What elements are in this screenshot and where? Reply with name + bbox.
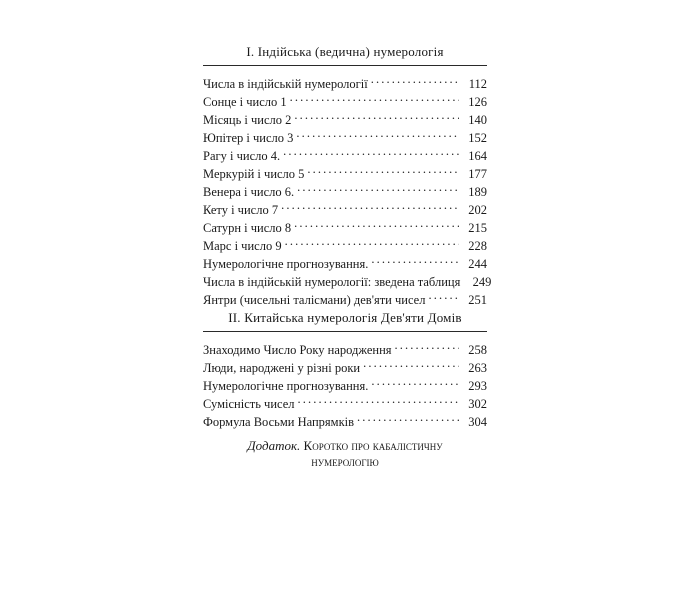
appendix-prefix: Додаток. [247,438,301,453]
section-indian-numerology [203,44,492,307]
toc-entry-page-number: 228 [468,239,487,253]
toc-entry-page-number: 258 [468,343,487,357]
toc-entry-page-number: 202 [468,203,487,217]
toc-entry [203,70,487,91]
dot-leader [371,372,459,390]
dot-leader [294,214,459,232]
dot-leader [428,286,459,304]
dot-leader [283,142,459,160]
toc-entry-label: Марс і число 9 [203,239,282,253]
toc-entry-page-number: 302 [468,397,487,411]
appendix-title [203,438,487,470]
toc-entry-label: Венера і число 6. [203,185,295,199]
appendix-line-1-text: Коротко про кабалістичну [303,438,443,453]
dot-leader [285,232,459,250]
toc-entry-page-number: 251 [468,293,487,307]
toc-entry-label: Числа в індійській нумерології: зведена таблиця [203,275,461,289]
toc-entry-label: Кету і число 7 [203,203,279,217]
toc-entry-label: Рагу і число 4. [203,149,281,163]
toc-entry-page-number: 215 [468,221,487,235]
toc-entry-label: Меркурій і число 5 [203,167,305,181]
dot-leader [357,408,459,426]
dot-leader [296,124,459,142]
toc-entry-page-number: 249 [472,275,492,289]
toc-entry-label: Сонце і число 1 [203,95,287,109]
toc-entry-label: Юпітер і число 3 [203,131,294,145]
dot-leader [298,390,459,408]
dot-leader [395,336,459,354]
dot-leader [294,106,459,124]
toc-entry-label: Люди, народжені у різні роки [203,361,361,375]
dot-leader [297,178,459,196]
section-divider [203,65,487,66]
toc-entry-label: Числа в індійській нумерології [203,77,368,91]
toc-entry-page-number: 126 [468,95,487,109]
appendix-line-2: нумерологію [311,454,379,469]
toc-entry-label: Сатурн і число 8 [203,221,292,235]
toc-entry-page-number: 189 [468,185,487,199]
toc-entry-label: Формула Восьми Напрямків [203,415,355,429]
dot-leader [290,88,459,106]
toc-entry-label: Нумерологічне прогнозування. [203,379,369,393]
toc-entry-label: Знаходимо Число Року народження [203,343,392,357]
section-entries [203,336,487,429]
dot-leader [371,70,459,88]
section-title: II. Китайська нумерологія Дев'яти Домів [228,310,462,325]
toc-entry-page-number: 140 [468,113,487,127]
dot-leader [371,250,459,268]
toc-entry-page-number: 177 [468,167,487,181]
toc-entry-label: Нумерологічне прогнозування. [203,257,369,271]
toc-entry-page-number: 263 [468,361,487,375]
appendix-line-1 [203,438,487,454]
section-entries [203,70,492,307]
toc-entry [203,336,487,357]
toc-entry-page-number: 244 [468,257,487,271]
toc-entry-page-number: 112 [468,77,487,91]
toc-entry-page-number: 293 [468,379,487,393]
dot-leader [363,354,459,372]
toc-entry-label: Сумісність чисел [203,397,295,411]
dot-leader [307,160,459,178]
table-of-contents [203,40,492,470]
toc-entry-page-number: 164 [468,149,487,163]
toc-entry-page-number: 304 [468,415,487,429]
toc-entry-label: Місяць і число 2 [203,113,292,127]
section-chinese-numerology [203,310,487,429]
section-title: I. Індійська (ведична) нумерологія [246,44,444,59]
section-divider [203,331,487,332]
toc-entry-page-number: 152 [468,131,487,145]
toc-entry-label: Янтри (чисельні талісмани) дев'яти чисел [203,293,426,307]
dot-leader [281,196,459,214]
